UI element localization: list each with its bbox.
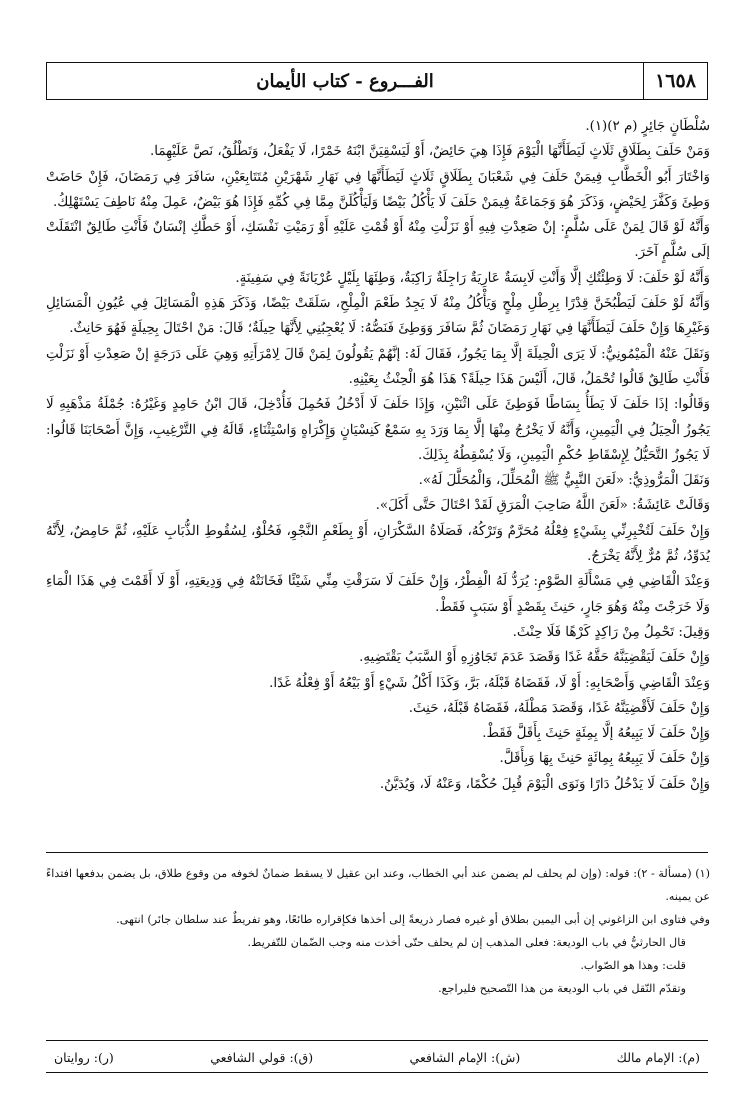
bottom-divider (46, 1072, 708, 1073)
abbreviations-legend (46, 1043, 708, 1071)
paragraph: وَقَالُوا: إذَا حَلَفَ لَا يَطَأُ بِسَاطًا فَوَطِئَ عَلَى اثْنَيْنِ، وَإِذَا حَلَفَ لَا أَدْخُلُ فَحُمِلَ فَأُدْخِلَ، قَالَ ابْنُ حَامِدٍ وَغَيْرُهُ: جُمْلَةُ مَذْهَبِهِ لَا يَجُوزُ الْحِيَلُ فِي الْيَمِينِ، وَأَنَّهُ لَا يَخْرُجُ مِنْهَا إلَّا بِمَا وَرَدَ بِهِ سَمْعٌ كَنِسْيَانٍ وَإِكْرَاهٍ وَاسْتِثْنَاءٍ، قَالَهُ فِي التَّرْغِيبِ، وَإِنَّ أَصْحَابَنَا قَالُوا: لَا يَجُوزُ التَّحَيُّلُ لِإِسْقَاطِ حُكْمِ الْيَمِينِ، وَلَا يُسْقِطُهُ بِذَلِكَ. (46, 397, 710, 463)
footnote: وتقدّم النّقل في باب الوديعة من هذا التّصحيح فليراجع. (438, 982, 686, 995)
abbreviations-divider (46, 1040, 708, 1041)
footnote: وفي فتاوى ابن الزاغوني إن أبى اليمين بطلاق أو غيره فصار ذريعةً إلى أخذها فكإقراره طائعًا، وهو تفريطٌ عند سلطان جائر) انتهى. (116, 913, 710, 926)
paragraph: وَنَقَلَ الْمَرُّوذِيُّ: «لَعَنَ النَّبِيُّ ﷺ الْمُحَلِّلَ، وَالْمُحَلَّلَ لَهُ». (418, 473, 710, 489)
paragraph: وَإِنْ حَلَفَ لَا يَدْخُلُ دَارًا وَنَوَى الْيَوْمَ قُبِلَ حُكْمًا، وَعَنْهُ لَا، وَيُدَيَّنُ. (379, 776, 710, 792)
abbr-shafii-views: (ق): قولي الشافعي (210, 1049, 314, 1065)
paragraph: وَأَنَّهُ لَوْ حَلَفَ لَيَطْبُخَنَّ قِدْرًا بِرِطْلِ مِلْحٍ وَيَأْكُلُ مِنْهُ لَا يَجِدُ طَعْمَ الْمِلْحِ، سَلَقَتْ بَيْضًا، وَذَكَرَ هَذِهِ الْمَسَائِلَ فِي عُيُونِ الْمَسَائِلِ وَغَيْرِهَا وَإِنْ حَلَفَ لَيَطَأَنَّهَا فِي نَهَارِ رَمَضَانَ ثُمَّ سَافَرَ وَوَطِئَ فَنَصُّهُ: لَا يُعْجِبُنِي لِأَنَّهَا حِيلَةٌ؛ قَالَ: مَنْ احْتَالَ بِحِيلَةٍ فَهُوَ حَانِثٌ. (46, 296, 710, 337)
running-title: الفـــروع - كتاب الأيمان (256, 70, 434, 92)
abbr-two-narrations: (ر): روايتان (54, 1049, 114, 1065)
footnote: (١) (مسألة - ٢): قوله: (وإن لم يحلف لم يضمن عند أبي الخطاب، وعند ابن عقيل لا يسقط ضمانٌ لخوفه من وقوع طلاق، بل يضمن بدفعها افتداءً عن يمينه. (46, 867, 710, 903)
abbr-malik: (م): الإمام مالك (616, 1049, 700, 1065)
paragraph: وَإِنْ حَلَفَ لَا يَبِيعُهُ إلَّا بِمِئَةٍ حَنِثَ بِأَقَلَّ فَقَطْ. (482, 726, 710, 742)
page-header (46, 62, 708, 100)
abbr-shafii: (ش): الإمام الشافعي (409, 1049, 521, 1065)
paragraph: وَقِيلَ: تَحْمِلُ مِنْ رَاكِدٍ كَرْهًا فَلَا حِنْثَ. (512, 624, 710, 640)
paragraph: وَعِنْدَ الْقَاضِي وَأَصْحَابِهِ: أَوْ لَا، فَقَضَاهُ قَبْلَهُ، بَرَّ، وَكَذَا أَكْلُ شَيْءٍ أَوْ بَيْعُهُ أَوْ فِعْلُهُ غَدًا. (269, 675, 710, 691)
paragraph: وَاخْتَارَ أَبُو الْخَطَّابِ فِيمَنْ حَلَفَ فِي شَعْبَانَ بِطَلَاقٍ ثَلَاثٍ لَيَطَأَنَّهَا فِي نَهَارِ شَهْرَيْنِ مُتَتَابِعَيْنِ، سَافَرَ فِي رَمَضَانَ، فَإِنْ حَاضَتْ وَطِئَ وَكَفَّرَ لِحَيْضٍ، وَذَكَرَ هُوَ وَجَمَاعَةٌ فِيمَنْ حَلَفَ لَا يَأْكُلُ بَيْضًا وَلَيَأْكُلَنَّ مِمَّا فِي كُمِّهِ فَإِذَا هُوَ بَيْضٌ، عَمِلَ مِنْهُ نَاطِفَ يَسْتَهْلِكُ. (46, 169, 710, 210)
footnote: قلت: وهذا هو الصّواب. (580, 959, 686, 972)
footnotes (46, 862, 710, 1000)
paragraph: وَعِنْدَ الْقَاضِي فِي مَسْأَلَةِ الصَّوْمِ: يُرَدُّ لَهُ الْفِطْرُ، وَإِنْ حَلَفَ لَا سَرَقْتِ مِنِّي شَيْئًا فَخَانَتْهُ فِي وَدِيعَتِهِ، أَوْ لَا أَقَمْتَ فِي هَذَا الْمَاءِ وَلَا خَرَجْتَ مِنْهُ وَهُوَ جَارٍ، حَنِثَ بِقَصْدٍ أَوْ سَبَبٍ فَقَطْ. (46, 574, 710, 615)
paragraph: وَإِنْ حَلَفَ لَا يَبِيعُهُ بِمِائَةٍ حَنِثَ بِهَا وَبِأَقَلَّ. (499, 751, 710, 767)
paragraph: وَنَقَلَ عَنْهُ الْمَيْمُونِيُّ: لَا يَرَى الْحِيلَةَ إلَّا بِمَا يَجُوزُ، فَقَالَ لَهُ: إنَّهُمْ يَقُولُونَ لِمَنْ قَالَ لِامْرَأَتِهِ وَهِيَ عَلَى دَرَجَةٍ إنْ صَعِدْتِ أَوْ نَزَلْتِ فَأَنْتِ طَالِقٌ قَالُوا تُحْمَلُ، قَالَ، أَلَيْسَ هَذَا حِيلَةً؟ هَذَا هُوَ الْحِنْثُ بِعَيْنِهِ. (46, 346, 710, 387)
paragraph: وَمَنْ حَلَفَ بِطَلَاقٍ ثَلَاثٍ لَيَطَأَنَّهَا الْيَوْمَ فَإِذَا هِيَ حَائِضٌ، أَوْ لَيَسْقِيَنَّ ابْنَهُ خَمْرًا، لَا يَفْعَلُ، وَتَطْلُقُ، نَصَّ عَلَيْهِمَا. (150, 144, 710, 160)
paragraph: وَأَنَّهُ لَوْ قَالَ لِمَنْ عَلَى سُلَّمٍ: إنْ صَعِدْتِ فِيهِ أَوْ نَزَلْتِ مِنْهُ أَوْ قُمْتِ عَلَيْهِ أَوْ رَمَيْتِ نَفْسَكِ، أَوْ حَطَّكِ إنْسَانٌ فَأَنْتِ طَالِقٌ انْتَقَلَتْ إلَى سُلَّمٍ آخَرَ. (46, 220, 710, 261)
paragraph: وَإِنْ حَلَفَ لَأَقْضِيَنَّهُ غَدًا، وَقَصَدَ مَطْلَهُ، فَقَضَاهُ قَبْلَهُ، حَنِثَ. (408, 700, 710, 716)
footnote: قال الحارثيُّ في باب الوديعة: فعلى المذهب إن لم يحلف حتّى أخذت منه وجب الضّمان للتّفريط. (247, 936, 686, 949)
paragraph: وَإِنْ حَلَفَ لَيَقْضِيَنَّهُ حَقَّهُ غَدًا وَقَصَدَ عَدَمَ تَجَاوُزِهِ أَوْ السَّبَبُ يَقْتَضِيهِ. (359, 650, 710, 666)
page-number: ١٦٥٨ (643, 63, 707, 99)
paragraph: سُلْطَانٍ جَائِرٍ (م ٢)(١). (585, 119, 710, 134)
paragraph: وَقَالَتْ عَائِشَةُ: «لَعَنَ اللَّهُ صَاحِبَ الْمَرَقِ لَقَدْ احْتَالَ حَتَّى أَكَلَ». (375, 498, 710, 514)
main-text (46, 114, 710, 797)
paragraph: وَأَنَّهُ لَوْ حَلَفَ: لَا وَطِئْتُكِ إلَّا وَأَنْتِ لَابِسَةٌ عَارِيَةٌ رَاجِلَةٌ رَاكِبَةٌ، وَطِئَهَا بِلَيْلٍ عُرْيَانَةً فِي سَفِينَةٍ. (235, 270, 710, 286)
paragraph: وَإِنْ حَلَفَ لَتُخْبِرِنِّي بِشَيْءٍ فِعْلُهُ مُحَرَّمٌ وَتَرْكُهُ، فَصَلَاةُ السَّكْرَانِ، أَوْ بِطَعْمِ النَّجْوِ، فَحُلْوٌ، لِسُقُوطِ الذُّبَابِ عَلَيْهِ، ثُمَّ حَامِضٌ، لِأَنَّهُ يُدَوِّدُ، ثُمَّ مُرٌّ لِأَنَّهُ يَخْرَجُ. (46, 523, 710, 565)
footnote-divider (46, 852, 708, 853)
